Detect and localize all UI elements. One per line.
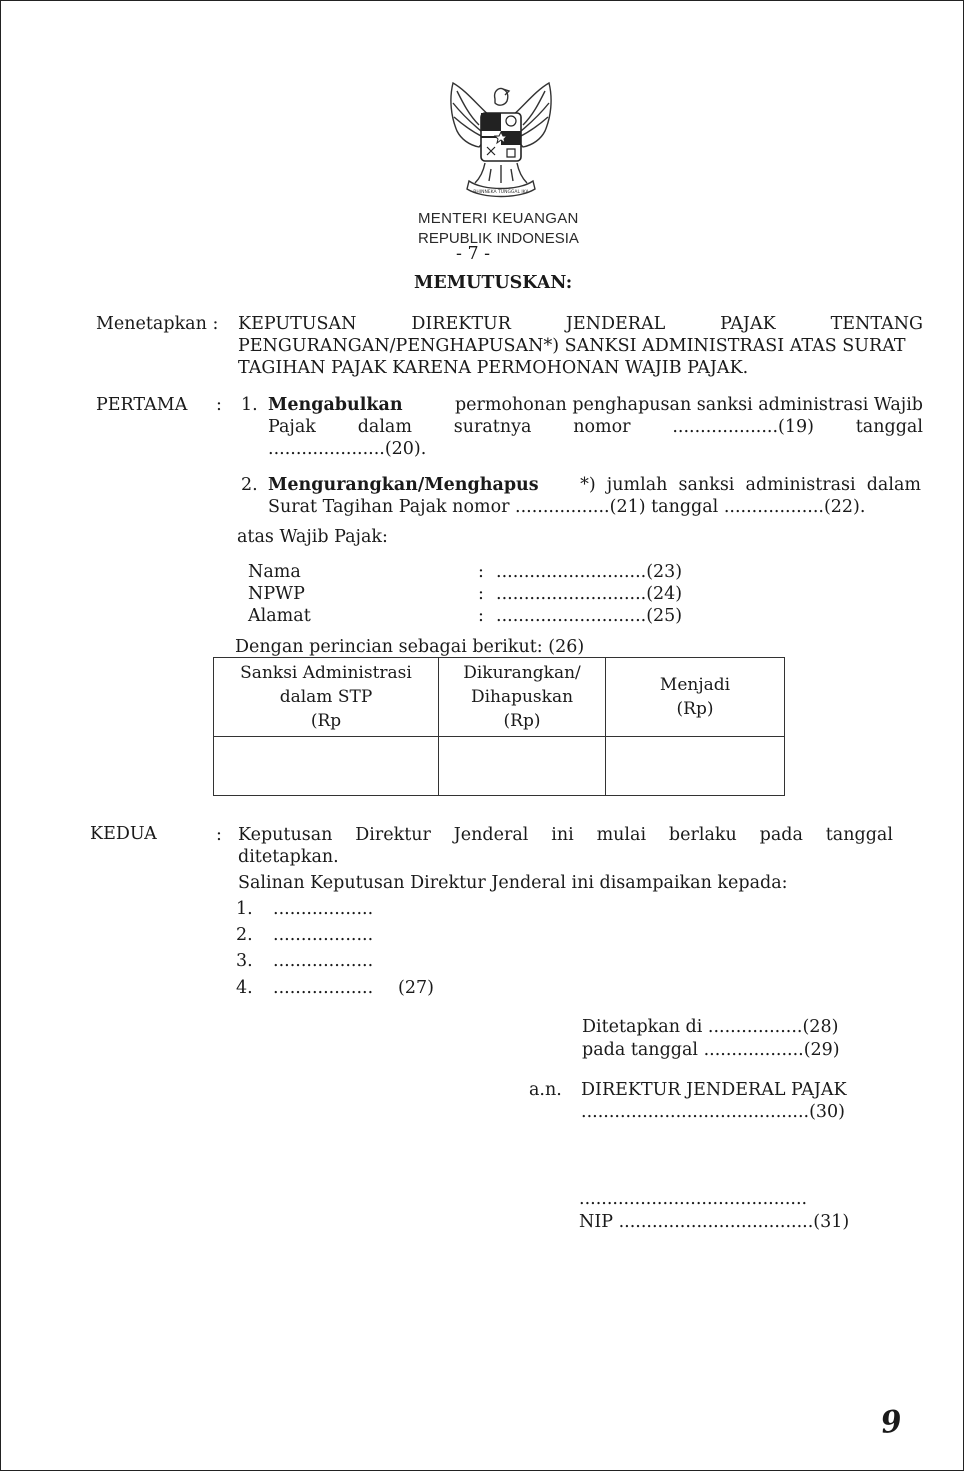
word: PAJAK [720,314,776,334]
signature-position: DIREKTUR JENDERAL PAJAK [581,1080,847,1100]
copy-number: 4. [236,978,253,998]
kedua-line-2: ditetapkan. [238,847,339,867]
kedua-colon: : [216,825,222,845]
field-colon: : [478,584,484,604]
word: KEPUTUSAN [238,314,357,334]
item-2-text: *) jumlah sanksi administrasi dalam [580,475,921,495]
signature-name: ......................................... [579,1189,808,1209]
item-1-line-2 [268,417,923,437]
word: ini [551,825,574,845]
signature-place: Ditetapkan di .................(28) [582,1017,839,1037]
field-label-alamat: Alamat [248,606,311,626]
field-colon: : [478,606,484,626]
word: Pajak [268,417,316,437]
word: pada [759,825,803,845]
copy-number: 3. [236,951,253,971]
table-cell [439,737,606,796]
copy-recipient: .................. [273,925,374,945]
copy-recipient: .................. [273,951,374,971]
kedua-line-1 [238,825,893,845]
signature-nip: NIP ...................................(31) [579,1212,850,1232]
emblem-motto: BHINNEKA TUNGGAL IKA [473,190,529,195]
copy-note: (27) [398,978,434,998]
signature-date: pada tanggal ..................(29) [582,1040,840,1060]
word: Keputusan [238,825,333,845]
word: berlaku [668,825,737,845]
word: DIREKTUR [411,314,511,334]
field-label-npwp: NPWP [248,584,305,604]
item-2-number: 2. [241,475,258,495]
kedua-label: KEDUA [90,824,157,844]
header-text: dalam STP [279,687,373,707]
table-header-cell [439,658,606,737]
item-1-line-1 [268,395,923,415]
header-text: (Rp) [503,711,541,731]
header-text: Menjadi [659,675,731,695]
header-text: Dikurangkan/ [463,663,581,683]
header-text: Sanksi Administrasi [240,663,412,683]
word: ...................(19) [672,417,814,437]
signature-on-behalf: a.n. [529,1080,562,1100]
word: suratnya [453,417,532,437]
item-2-keyword: Mengurangkan/Menghapus [268,475,539,495]
field-value-alamat: ...........................(25) [496,606,683,626]
menetapkan-line-1 [238,314,923,334]
table-header-row [214,658,785,737]
copy-recipient: .................. [273,978,374,998]
field-value-npwp: ...........................(24) [496,584,683,604]
header-text: (Rp) [676,699,714,719]
field-label-nama: Nama [248,562,301,582]
page-number: - 7 - [456,244,491,264]
signature-official: .........................................(30) [581,1102,845,1122]
pertama-colon: : [216,395,222,415]
copy-number: 2. [236,925,253,945]
taxpayer-intro: atas Wajib Pajak: [237,527,388,547]
word: JENDERAL [565,314,666,334]
table-cell [214,737,439,796]
table-cell [606,737,785,796]
pertama-label: PERTAMA [96,395,188,415]
word: TENTANG [830,314,923,334]
field-colon: : [478,562,484,582]
header-text: Dihapuskan [470,687,574,707]
word: mulai [596,825,647,845]
handwritten-page-mark: 9 [879,1404,904,1441]
ministry-country: REPUBLIK INDONESIA [418,230,579,247]
menetapkan-label: Menetapkan : [96,314,219,334]
item-1-number: 1. [241,395,258,415]
ministry-name: MENTERI KEUANGAN [418,210,579,227]
table-row [214,737,785,796]
header-text: (Rp [310,711,342,731]
menetapkan-line-3: TAGIHAN PAJAK KARENA PERMOHONAN WAJIB PAJAK. [238,358,749,378]
word: nomor [573,417,631,437]
decision-title: MEMUTUSKAN: [414,273,573,293]
item-1-keyword: Mengabulkan [268,395,403,415]
word: Jenderal [453,825,529,845]
table-header-cell [606,658,785,737]
word: tanggal [855,417,923,437]
sanction-detail-table [213,657,785,796]
table-header-cell [214,658,439,737]
field-value-nama: ...........................(23) [496,562,683,582]
word: tanggal [825,825,893,845]
word: Direktur [355,825,431,845]
item-1-line-3: .....................(20). [268,439,427,459]
detail-intro: Dengan perincian sebagai berikut: (26) [235,637,585,657]
item-1-text: permohonan penghapusan sanksi administrasi Wajib [454,395,923,415]
menetapkan-line-2: PENGURANGAN/PENGHAPUSAN*) SANKSI ADMINISTRASI ATAS SURAT [238,336,906,356]
copies-intro: Salinan Keputusan Direktur Jenderal ini disampaikan kepada: [238,873,788,893]
item-2-line-2: Surat Tagihan Pajak nomor .................(21) tanggal ..................(22). [268,497,866,517]
word: dalam [357,417,412,437]
garuda-emblem-icon [439,77,563,201]
item-2-line-1 [268,475,921,495]
copy-recipient: .................. [273,899,374,919]
copy-number: 1. [236,899,253,919]
